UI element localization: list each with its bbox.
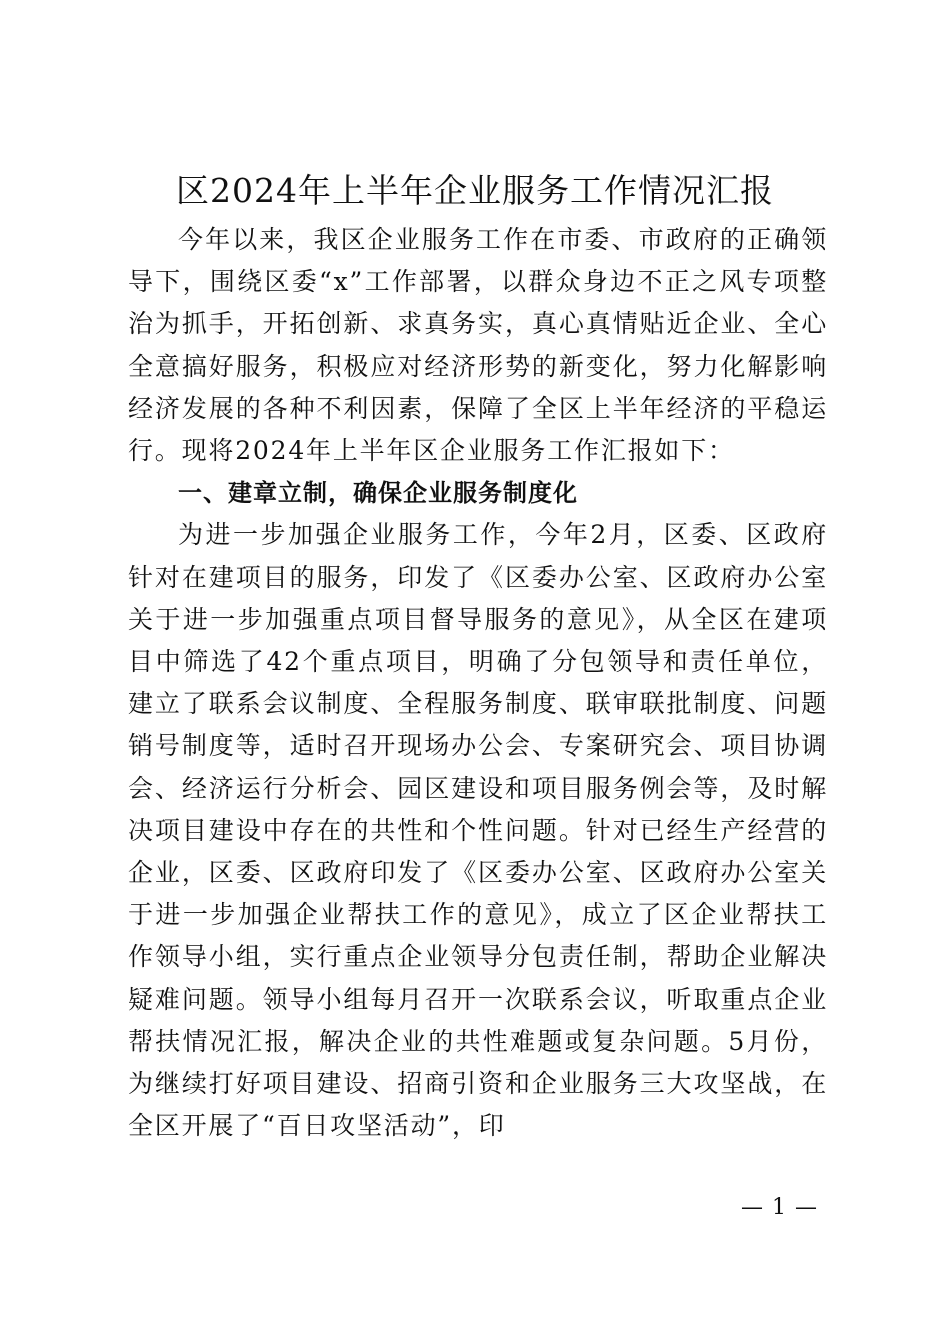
section-1-paragraph: 为进一步加强企业服务工作，今年2月，区委、区政府针对在建项目的服务，印发了《区委办公室、区政府办公室关于进一步加强重点项目督导服务的意见》，从全区在建项目中筛选了42个重点项目，明确了分包领导和责任单位，建立了联系会议制度、全程服务制度、联审联批制度、问题销号制度等，适时召开现场办公会、专案研究会、项目协调会、经济运行分析会、园区建设和项目服务例会等，及时解决项目建设中存在的共性和个性问题。针对已经生产经营的企业，区委、区政府印发了《区委办公室、区政府办公室关于进一步加强企业帮扶工作的意见》，成立了区企业帮扶工作领导小组，实行重点企业领导分包责任制，帮助企业解决疑难问题。领导小组每月召开一次联系会议，听取重点企业帮扶情况汇报，解决企业的共性难题或复杂问题。5月份，为继续打好项目建设、招商引资和企业服务三大攻坚战，在全区开展了“百日攻坚活动”，印 <box>128 520 828 1141</box>
page-number: — 1 — <box>741 1195 818 1220</box>
section-1-heading: 一、建章立制，确保企业服务制度化 <box>178 479 578 508</box>
document-title: 区2024年上半年企业服务工作情况汇报 <box>176 171 774 210</box>
document-body <box>128 219 828 1147</box>
intro-paragraph: 今年以来，我区企业服务工作在市委、市政府的正确领导下，围绕区委“x”工作部署，以群众身边不正之风专项整治为抓手，开拓创新、求真务实，真心真情贴近企业、全心全意搞好服务，积极应对经济形势的新变化，努力化解影响经济发展的各种不利因素，保障了全区上半年经济的平稳运行。现将2024年上半年区企业服务工作汇报如下： <box>128 225 828 466</box>
